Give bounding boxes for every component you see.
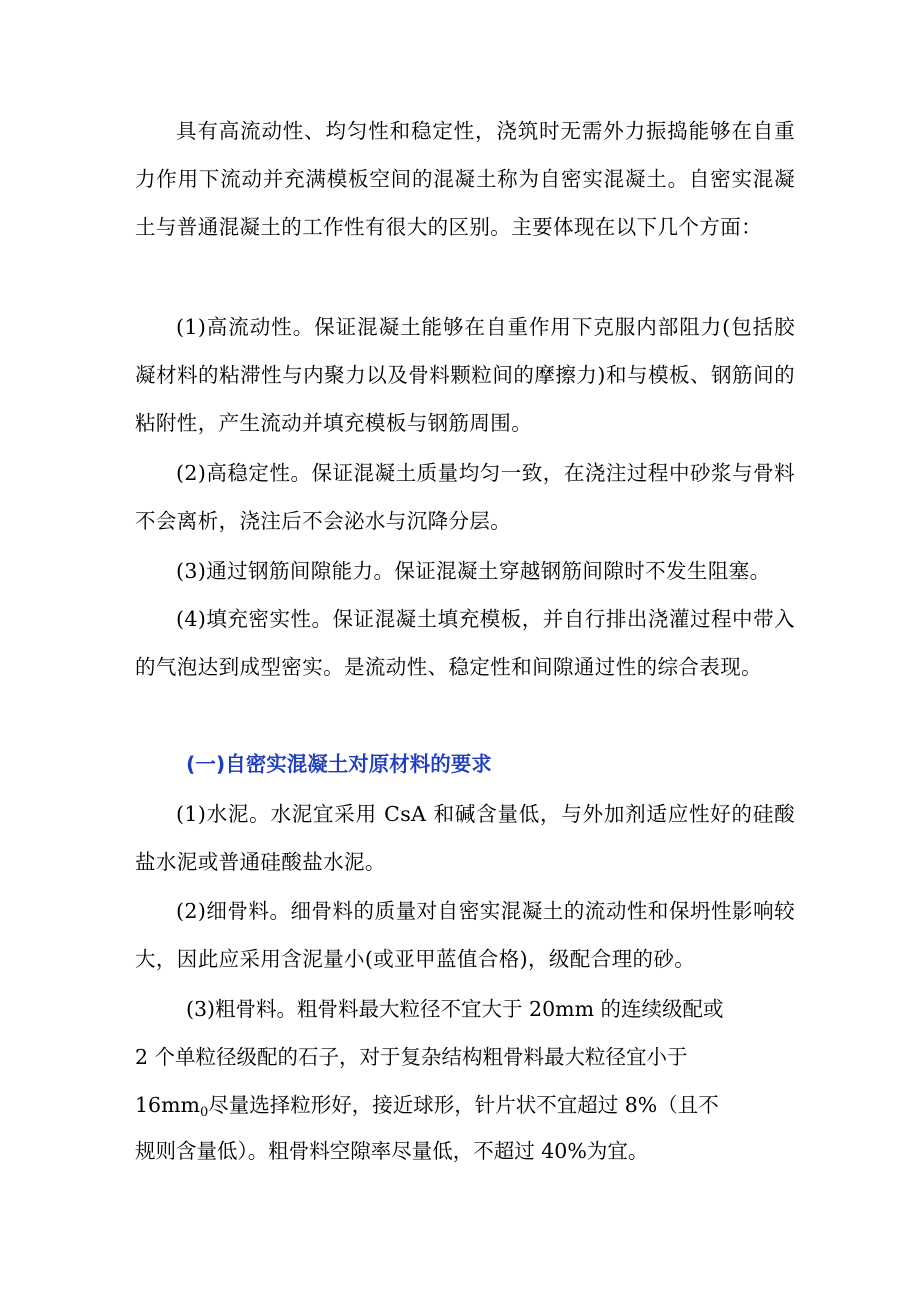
material-fine-aggregate: (2)细骨料。细骨料的质量对自密实混凝土的流动性和保坍性影响较大，因此应采用含泥量小(或亚甲蓝值合格)，级配合理的砂。 — [135, 899, 795, 971]
item-filling-compactness: (4)填充密实性。保证混凝土填充模板，并自行排出浇灌过程中带入的气泡达到成型密实。是流动性、稳定性和间隙通过性的综合表现。 — [135, 607, 795, 679]
intro-paragraph: 具有高流动性、均匀性和稳定性，浇筑时无需外力振捣能够在自重力作用下流动并充满模板空间的混凝土称为自密实混凝土。自密实混凝土与普通混凝土的工作性有很大的区别。主要体现在以下几个方面： — [135, 119, 795, 239]
item-high-fluidity: (1)高流动性。保证混凝土能够在自重作用下克服内部阻力(包括胶凝材料的粘滞性与内聚力以及骨料颗粒间的摩擦力)和与模板、钢筋间的粘附性，产生流动并填充模板与钢筋周围。 — [135, 315, 795, 435]
coarse-aggregate-line-1: (3)粗骨料。粗骨料最大粒径不宜大于 20mm 的连续级配或 — [186, 997, 724, 1021]
size-subscript: 0 — [199, 1105, 209, 1120]
section-heading: (一)自密实混凝土对原材料的要求 — [186, 752, 492, 776]
item-high-stability: (2)高稳定性。保证混凝土质量均匀一致，在浇注过程中砂浆与骨料不会离析，浇注后不会泌水与沉降分层。 — [135, 461, 795, 533]
coarse-aggregate-line-3-rest: 尽量选择粒形好，接近球形，针片状不宜超过 8%（且不 — [208, 1093, 719, 1117]
size-value: 16mm — [135, 1093, 200, 1117]
material-cement: (1)水泥。水泥宜采用 CsA 和碱含量低，与外加剂适应性好的硅酸盐水泥或普通硅酸盐水泥。 — [135, 802, 795, 874]
coarse-aggregate-line-4: 规则含量低）。粗骨料空隙率尽量低，不超过 40%为宜。 — [135, 1139, 649, 1163]
coarse-aggregate-line-2: 2 个单粒径级配的石子，对于复杂结构粗骨料最大粒径宜小于 — [135, 1045, 688, 1069]
item-passing-ability: (3)通过钢筋间隙能力。保证混凝土穿越钢筋间隙时不发生阻塞。 — [176, 559, 771, 583]
